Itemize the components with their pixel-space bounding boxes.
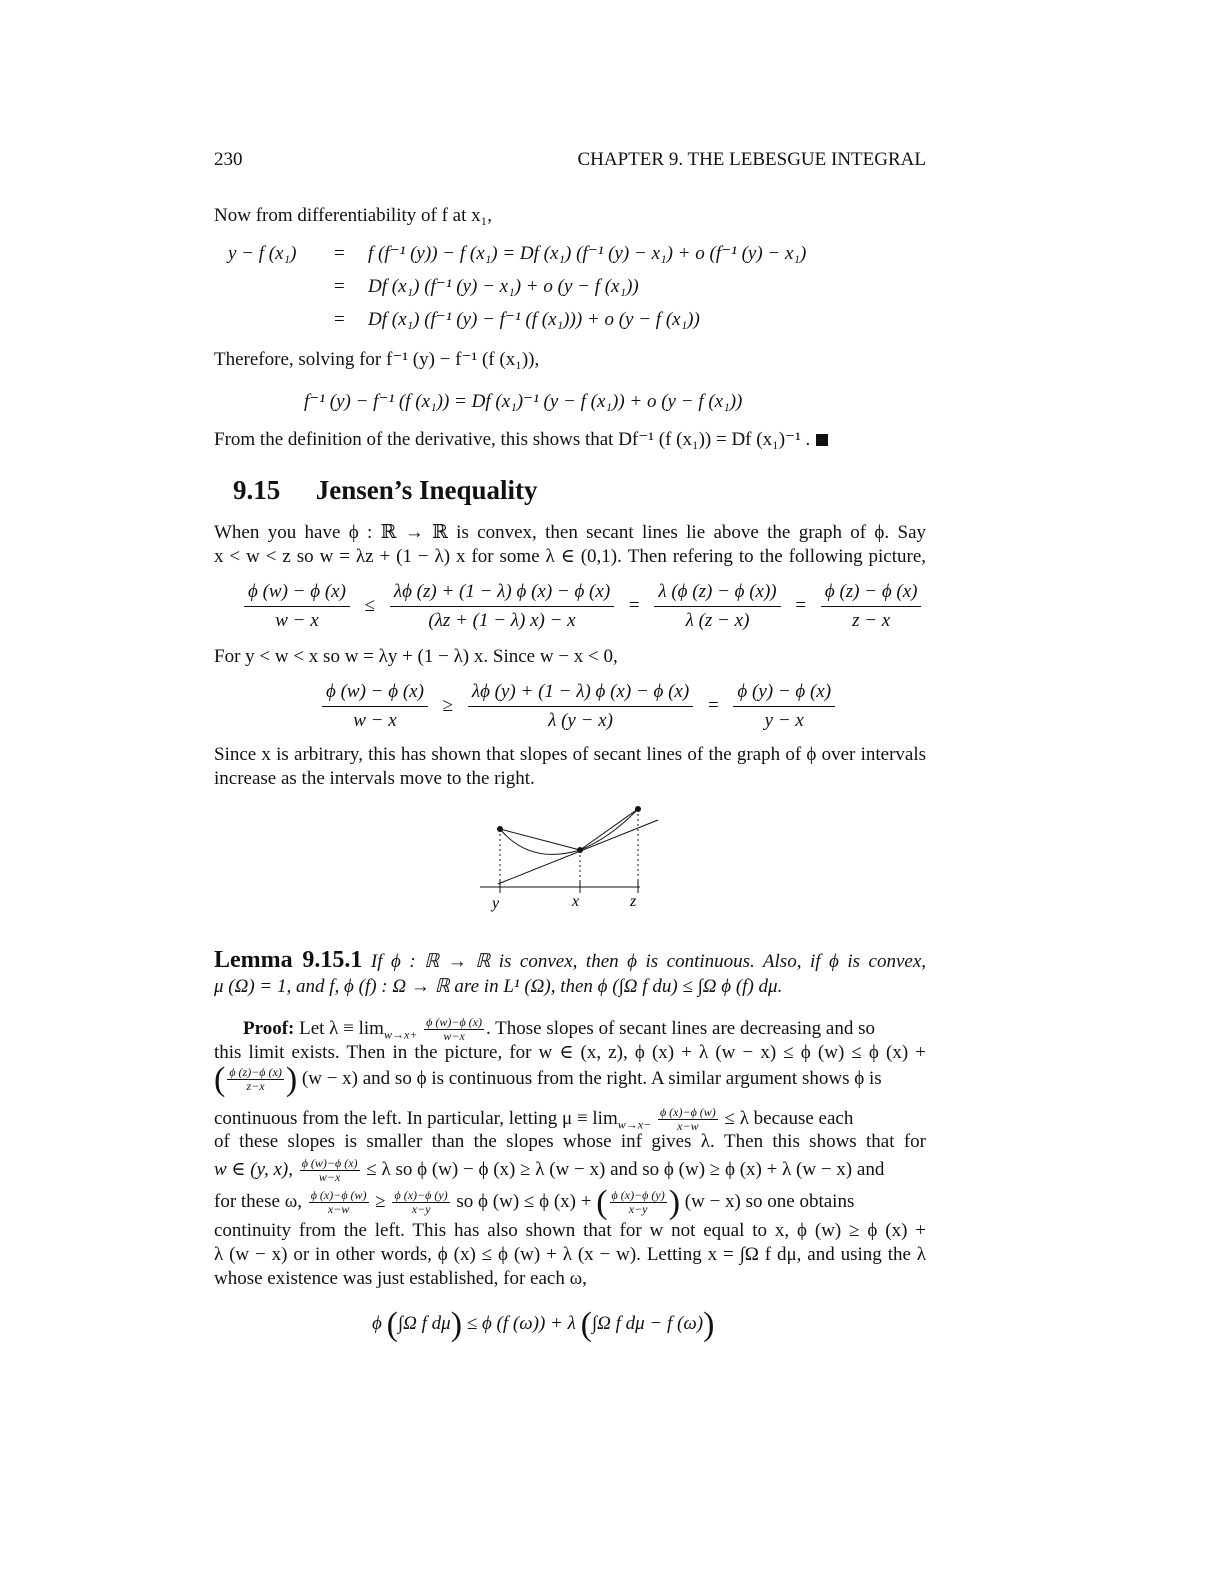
proof-l1-a: Let λ ≡ lim — [299, 1017, 384, 1039]
eq3-frac-4: $\frac{\phi (z) - \phi (x)}{z - x}$ — [821, 580, 922, 633]
lemma-statement-1: If ϕ : ℝ → ℝ is convex, then ϕ is continuous. Also, if ϕ is convex, — [370, 951, 926, 972]
eq-final-integral-1: ∫Ω f dμ — [397, 1313, 451, 1334]
proof-l6-frac: $\frac{\phi (w)-\phi (x)}{w-x}$ — [301, 1156, 358, 1184]
proof-line-1 — [243, 1016, 926, 1043]
eq4-rel-1: ≥ — [442, 694, 454, 716]
proof-l3-paren-close: ) — [285, 1060, 298, 1098]
proof-label: Proof: — [243, 1017, 295, 1039]
qed-icon — [816, 434, 828, 446]
figure-point-x — [577, 847, 583, 853]
eq1-sign-2: = — [334, 276, 345, 297]
proof-line-4 — [214, 1106, 926, 1133]
proof-l4-b: ≤ λ because each — [724, 1107, 854, 1129]
intro-text: Now from differentiability of f at x₁, — [214, 205, 493, 226]
eq3-rel-2: = — [628, 594, 640, 616]
proof-l7-frac-1: $\frac{\phi (x)-\phi (w)}{x-w}$ — [310, 1188, 367, 1216]
para2: For y < w < x so w = λy + (1 − λ) x. Since w − x < 0, — [214, 646, 618, 667]
proof-l7-paren-open: ( — [596, 1183, 608, 1221]
eq3 — [240, 580, 925, 633]
lemma-label: Lemma 9.15.1 — [214, 947, 363, 973]
figure-label-y: y — [492, 895, 500, 912]
proof-l7-b: so ϕ (w) ≤ ϕ (x) + — [456, 1190, 592, 1212]
proof-line-7 — [214, 1183, 926, 1221]
eq3-frac-3: $\frac{\lambda (\phi (z) - \phi (x))}{\lambda (z - x)}$ — [654, 580, 780, 633]
proof-line-5: of these slopes is smaller than the slopes whose inf gives λ. Then this shows that for — [214, 1131, 926, 1152]
proof-l7-a: for these ω, — [214, 1190, 302, 1212]
proof-l7-frac-3: $\frac{\phi (x)-\phi (y)}{x-y}$ — [611, 1188, 665, 1216]
eq-final-integral-2: ∫Ω f dμ − f (ω) — [591, 1313, 704, 1334]
eq4-frac-3: $\frac{\phi (y) - \phi (x)}{y - x}$ — [733, 680, 835, 733]
proof-line-10: whose existence was just established, for each ω, — [214, 1268, 587, 1289]
proof-l3-b: (w − x) and so ϕ is continuous from the right. A similar argument shows ϕ is — [301, 1067, 882, 1089]
eq-final — [372, 1306, 715, 1343]
eq3-frac-2: $\frac{\lambda\phi (z) + (1 - \lambda) \phi (x) - \phi (x)}{(\lambda z + (1 - \lambda) x) - x}$ — [390, 580, 614, 633]
convexity-figure — [470, 800, 670, 915]
eq4-rel-2: = — [707, 694, 719, 716]
proof-line-8: continuity from the left. This has also shown that for w not equal to x, ϕ (w) ≥ ϕ (x) + — [214, 1220, 926, 1241]
figure-label-z: z — [630, 893, 637, 910]
proof-l4-a: continuous from the left. In particular, letting μ ≡ lim — [214, 1107, 618, 1129]
eq-final-middle: ≤ ϕ (f (ω)) + λ — [466, 1313, 576, 1334]
section-number: 9.15 — [233, 475, 281, 505]
eq-final-phi: ϕ — [372, 1313, 382, 1334]
eq1-row-2: Df (x₁) (f⁻¹ (y) − x₁) + o (y − f (x₁)) — [368, 276, 639, 297]
proof-l4-sub: w→x− — [617, 1117, 652, 1132]
lemma-line-2: μ (Ω) = 1, and f, ϕ (f) : Ω → ℝ are in L¹ (Ω), then ϕ (∫Ω f du) ≤ ∫Ω ϕ (f) dμ. — [214, 976, 783, 997]
figure-secant-left — [500, 829, 580, 850]
proof-line-6 — [214, 1157, 926, 1184]
proof-l7-rel: ≥ — [375, 1190, 386, 1212]
proof-line-9: λ (w − x) or in other words, ϕ (x) ≤ ϕ (w) + λ (x − w). Letting x = ∫Ω f dμ, and using the λ — [214, 1244, 926, 1265]
eq1-sign-1: = — [334, 243, 345, 264]
eq4 — [318, 680, 839, 733]
para3-line-2: increase as the intervals move to the right. — [214, 768, 535, 789]
proof-l3-frac: $\frac{\phi (z)-\phi (x)}{z-x}$ — [229, 1065, 282, 1093]
para1-line-1: When you have ϕ : ℝ → ℝ is convex, then secant lines lie above the graph of ϕ. Say — [214, 522, 926, 543]
proof-l1-b: . Those slopes of secant lines are decreasing and so — [485, 1017, 876, 1039]
proof-l7-frac-2: $\frac{\phi (x)-\phi (y)}{x-y}$ — [394, 1188, 448, 1216]
eq3-frac-1: $\frac{\phi (w) - \phi (x)}{w - x}$ — [244, 580, 350, 633]
page-number: 230 — [214, 149, 243, 170]
proof-l1-sub: w→x+ — [383, 1027, 418, 1042]
proof-l1-frac: $\frac{\phi (w)-\phi (x)}{w-x}$ — [426, 1015, 482, 1043]
section-heading — [233, 475, 538, 505]
eq-final-paren-1-close: ) — [450, 1306, 463, 1343]
eq4-frac-2: $\frac{\lambda\phi (y) + (1 - \lambda) \phi (x) - \phi (x)}{\lambda (y - x)}$ — [468, 680, 693, 733]
derivative-text — [214, 428, 926, 452]
running-header: CHAPTER 9. THE LEBESGUE INTEGRAL — [577, 149, 926, 170]
eq2: f⁻¹ (y) − f⁻¹ (f (x₁)) = Df (x₁)⁻¹ (y − f (x₁)) + o (y − f (x₁)) — [304, 391, 743, 412]
eq3-rel-1: ≤ — [364, 594, 376, 616]
para3-line-1: Since x is arbitrary, this has shown that slopes of secant lines of the graph of ϕ over intervals — [214, 744, 926, 765]
section-title: Jensen’s Inequality — [315, 475, 538, 505]
para1-line-2: x < w < z so w = λz + (1 − λ) x for some λ ∈ (0,1). Then refering to the following picture, — [214, 546, 926, 567]
figure-point-z — [635, 806, 641, 812]
derivative-sentence: From the definition of the derivative, this shows that Df⁻¹ (f (x₁)) = Df (x₁)⁻¹ . — [214, 429, 811, 450]
proof-l6-a: w ∈ (y, x), — [214, 1158, 293, 1180]
eq1-sign-3: = — [334, 309, 345, 330]
proof-l6-b: ≤ λ so ϕ (w) − ϕ (x) ≥ λ (w − x) and so ϕ (w) ≥ ϕ (x) + λ (w − x) and — [366, 1158, 885, 1180]
therefore-text: Therefore, solving for f⁻¹ (y) − f⁻¹ (f (x₁)), — [214, 349, 540, 370]
eq1-row-3: Df (x₁) (f⁻¹ (y) − f⁻¹ (f (x₁))) + o (y − f (x₁)) — [368, 309, 700, 330]
proof-l7-paren-close: ) — [668, 1183, 681, 1221]
proof-line-3 — [214, 1060, 926, 1098]
proof-l7-c: (w − x) so one obtains — [684, 1190, 855, 1212]
proof-line-2: this limit exists. Then in the picture, for w ∈ (x, z), ϕ (x) + λ (w − x) ≤ ϕ (w) ≤ ϕ (x) + — [214, 1042, 926, 1063]
figure-secant-right — [580, 809, 638, 850]
proof-l4-frac: $\frac{\phi (x)-\phi (w)}{x-w}$ — [659, 1105, 716, 1133]
figure-point-y — [497, 826, 503, 832]
eq4-frac-1: $\frac{\phi (w) - \phi (x)}{w - x}$ — [322, 680, 428, 733]
eq1-row-1: f (f⁻¹ (y)) − f (x₁) = Df (x₁) (f⁻¹ (y) − x₁) + o (f⁻¹ (y) − x₁) — [368, 243, 807, 264]
figure-label-x: x — [572, 893, 580, 910]
eq-final-paren-1-open: ( — [386, 1306, 398, 1343]
eq-final-paren-2-close: ) — [703, 1306, 715, 1343]
proof-l3-paren-open: ( — [214, 1060, 226, 1098]
eq3-rel-3: = — [795, 594, 807, 616]
eq1-lhs: y − f (x₁) — [228, 243, 297, 264]
lemma-line-1 — [214, 948, 926, 974]
eq-final-paren-2-open: ( — [580, 1306, 592, 1343]
